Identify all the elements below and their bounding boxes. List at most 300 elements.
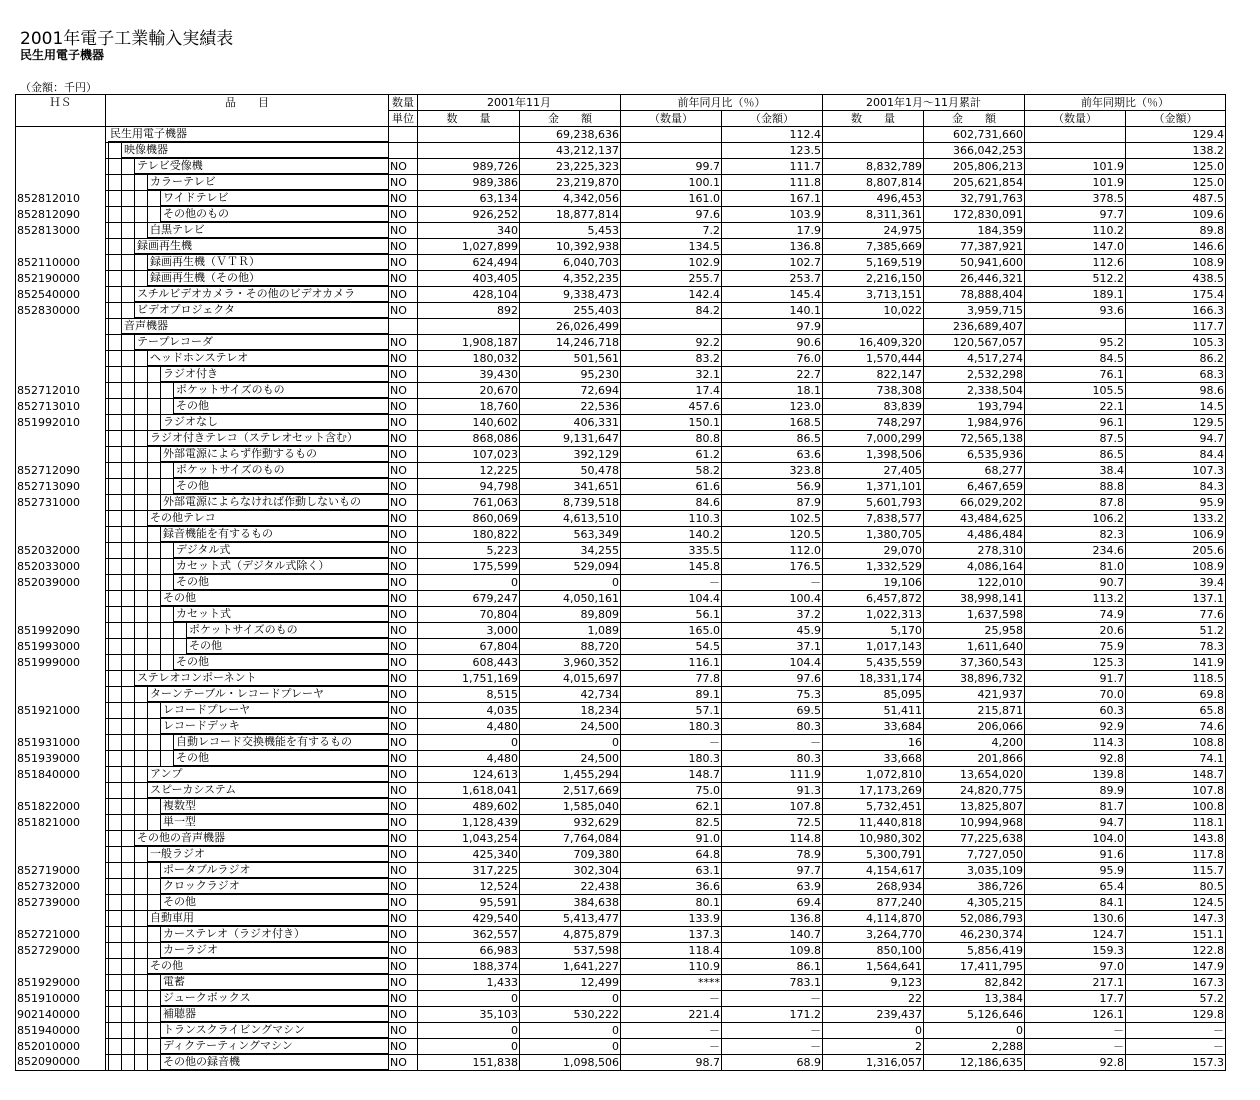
item-name-cell	[106, 847, 389, 863]
cumulative-amount-ratio-cell: 117.8	[1126, 847, 1226, 863]
hs-code-cell	[16, 607, 106, 623]
amount-ratio-cell: 171.2	[722, 1007, 823, 1023]
amount-ratio-cell: 75.3	[722, 687, 823, 703]
tree-guide-line	[134, 655, 135, 671]
table-row	[16, 927, 1226, 943]
tree-guide-line	[147, 1039, 148, 1055]
amount-cell: 3,960,352	[520, 655, 621, 671]
item-name-label: 民生用電子機器	[108, 127, 388, 142]
hs-code-cell	[16, 783, 106, 799]
unit-cell: NO	[389, 495, 418, 511]
quantity-ratio-cell: 36.6	[621, 879, 722, 895]
cumulative-amount-ratio-cell: 125.0	[1126, 175, 1226, 191]
amount-cell: 392,129	[520, 447, 621, 463]
quantity-cell: 428,104	[418, 287, 520, 303]
amount-ratio-cell: 102.5	[722, 511, 823, 527]
cumulative-quantity-ratio-cell: 110.2	[1025, 223, 1126, 239]
amount-ratio-cell: 18.1	[722, 383, 823, 399]
cumulative-quantity-ratio-cell: 89.9	[1025, 783, 1126, 799]
amount-ratio-cell: 72.5	[722, 815, 823, 831]
unit-cell: NO	[389, 383, 418, 399]
header-yoy-cumulative: 前年同期比（％）	[1025, 95, 1226, 111]
amount-cell: 932,629	[520, 815, 621, 831]
table-row	[16, 1007, 1226, 1023]
tree-guide-line	[160, 575, 161, 591]
amount-cell: 23,225,323	[520, 159, 621, 175]
unit-cell: NO	[389, 591, 418, 607]
unit-cell: NO	[389, 911, 418, 927]
hs-code-cell	[16, 447, 106, 463]
unit-cell: NO	[389, 1023, 418, 1039]
item-name-label: スチルビデオカメラ・その他のビデオカメラ	[134, 287, 388, 302]
unit-cell: NO	[389, 207, 418, 223]
unit-cell: NO	[389, 719, 418, 735]
item-name-cell	[106, 367, 389, 383]
quantity-cell: 124,613	[418, 767, 520, 783]
item-name-cell	[106, 607, 389, 623]
table-row	[16, 367, 1226, 383]
unit-cell: NO	[389, 415, 418, 431]
cumulative-amount-ratio-cell: 147.9	[1126, 959, 1226, 975]
tree-guide-line	[121, 815, 122, 831]
item-name-cell	[106, 655, 389, 671]
cumulative-amount-ratio-cell: 438.5	[1126, 271, 1226, 287]
quantity-ratio-cell: 63.1	[621, 863, 722, 879]
quantity-cell: 624,494	[418, 255, 520, 271]
tree-guide-line	[147, 399, 148, 415]
cumulative-amount-ratio-cell: 100.8	[1126, 799, 1226, 815]
item-name-cell	[106, 927, 389, 943]
tree-guide-line	[147, 655, 148, 671]
hs-code-cell: 852712010	[16, 383, 106, 399]
quantity-ratio-cell: 335.5	[621, 543, 722, 559]
tree-guide-line	[108, 735, 109, 751]
tree-guide-line	[134, 223, 135, 239]
amount-cell: 89,809	[520, 607, 621, 623]
cumulative-amount-cell: 236,689,407	[924, 319, 1025, 335]
tree-guide-line	[108, 175, 109, 191]
cumulative-quantity-cell: 1,316,057	[823, 1055, 924, 1071]
item-name-label: ビデオプロジェクタ	[134, 303, 388, 318]
header-qty-label: 数量	[389, 95, 418, 111]
hs-code-cell: 852813000	[16, 223, 106, 239]
quantity-cell: 140,602	[418, 415, 520, 431]
amount-cell: 6,040,703	[520, 255, 621, 271]
tree-guide-line	[160, 751, 161, 767]
tree-guide-line	[147, 191, 148, 207]
quantity-cell: 860,069	[418, 511, 520, 527]
quantity-ratio-cell	[621, 319, 722, 335]
item-name-cell	[106, 383, 389, 399]
hs-code-cell: 851940000	[16, 1023, 106, 1039]
amount-cell: 2,517,669	[520, 783, 621, 799]
quantity-ratio-cell: 140.2	[621, 527, 722, 543]
table-row	[16, 479, 1226, 495]
header-unit-label: 単位	[389, 111, 418, 127]
tree-guide-line	[134, 1039, 135, 1055]
tree-guide-line	[147, 447, 148, 463]
item-name-label: クロックラジオ	[160, 879, 388, 894]
cumulative-quantity-cell: 33,684	[823, 719, 924, 735]
quantity-ratio-cell: －	[621, 1023, 722, 1039]
tree-guide-line	[121, 863, 122, 879]
cumulative-amount-ratio-cell: 14.5	[1126, 399, 1226, 415]
quantity-cell: 0	[418, 735, 520, 751]
cumulative-amount-ratio-cell: 146.6	[1126, 239, 1226, 255]
tree-guide-line	[134, 1007, 135, 1023]
quantity-ratio-cell: 110.9	[621, 959, 722, 975]
cumulative-quantity-ratio-cell: 95.2	[1025, 335, 1126, 351]
tree-guide-line	[121, 159, 122, 175]
quantity-cell: 1,751,169	[418, 671, 520, 687]
cumulative-quantity-cell: 8,311,361	[823, 207, 924, 223]
item-name-cell	[106, 543, 389, 559]
amount-cell: 22,536	[520, 399, 621, 415]
cumulative-quantity-cell: 5,435,559	[823, 655, 924, 671]
item-name-label: 映像機器	[121, 143, 388, 158]
unit-cell: NO	[389, 767, 418, 783]
report-subtitle: 民生用電子機器	[20, 48, 105, 62]
table-row	[16, 191, 1226, 207]
cumulative-quantity-cell: 29,070	[823, 543, 924, 559]
table-row	[16, 399, 1226, 415]
table-row	[16, 911, 1226, 927]
tree-guide-line	[134, 783, 135, 799]
table-row	[16, 511, 1226, 527]
item-name-label: カセット式（デジタル式除く）	[173, 559, 388, 574]
tree-guide-line	[108, 191, 109, 207]
quantity-cell: 70,804	[418, 607, 520, 623]
cumulative-quantity-ratio-cell: 74.9	[1025, 607, 1126, 623]
item-name-label: 外部電源によらなければ作動しないもの	[160, 495, 388, 510]
unit-cell: NO	[389, 783, 418, 799]
cumulative-quantity-cell: 11,440,818	[823, 815, 924, 831]
table-row	[16, 879, 1226, 895]
quantity-cell: 679,247	[418, 591, 520, 607]
cumulative-quantity-ratio-cell: 97.0	[1025, 959, 1126, 975]
tree-guide-line	[134, 415, 135, 431]
item-name-label: 自動レコード交換機能を有するもの	[173, 735, 388, 750]
amount-ratio-cell: 69.5	[722, 703, 823, 719]
cumulative-quantity-cell: 268,934	[823, 879, 924, 895]
cumulative-quantity-cell: 7,385,669	[823, 239, 924, 255]
tree-guide-line	[121, 191, 122, 207]
amount-cell: 34,255	[520, 543, 621, 559]
quantity-ratio-cell: 77.8	[621, 671, 722, 687]
item-name-cell	[106, 303, 389, 319]
quantity-cell: 66,983	[418, 943, 520, 959]
quantity-ratio-cell: ****	[621, 975, 722, 991]
quantity-cell: 8,515	[418, 687, 520, 703]
table-row	[16, 591, 1226, 607]
tree-guide-line	[121, 511, 122, 527]
cumulative-quantity-cell: 8,807,814	[823, 175, 924, 191]
quantity-ratio-cell: 97.6	[621, 207, 722, 223]
tree-guide-line	[121, 735, 122, 751]
hs-code-cell	[16, 159, 106, 175]
amount-cell: 302,304	[520, 863, 621, 879]
table-row	[16, 671, 1226, 687]
quantity-ratio-cell: 56.1	[621, 607, 722, 623]
cumulative-quantity-cell: 496,453	[823, 191, 924, 207]
tree-guide-line	[108, 543, 109, 559]
tree-guide-line	[134, 575, 135, 591]
table-row	[16, 575, 1226, 591]
quantity-ratio-cell: 148.7	[621, 767, 722, 783]
item-name-cell	[106, 191, 389, 207]
header-qty-ratio: （数量）	[621, 111, 722, 127]
tree-guide-line	[108, 911, 109, 927]
hs-code-cell	[16, 831, 106, 847]
cumulative-amount-cell: 13,654,020	[924, 767, 1025, 783]
tree-guide-line	[108, 687, 109, 703]
amount-ratio-cell: 120.5	[722, 527, 823, 543]
cumulative-quantity-cell: 5,732,451	[823, 799, 924, 815]
table-row	[16, 527, 1226, 543]
tree-guide-line	[134, 191, 135, 207]
table-row	[16, 463, 1226, 479]
amount-cell: 0	[520, 1039, 621, 1055]
amount-ratio-cell: 68.9	[722, 1055, 823, 1071]
item-name-cell	[106, 287, 389, 303]
cumulative-quantity-ratio-cell: 124.7	[1025, 927, 1126, 943]
tree-guide-line	[108, 1039, 109, 1055]
table-row	[16, 751, 1226, 767]
amount-ratio-cell: 136.8	[722, 239, 823, 255]
item-name-cell	[106, 255, 389, 271]
table-row	[16, 687, 1226, 703]
cumulative-amount-ratio-cell: 84.3	[1126, 479, 1226, 495]
tree-guide-line	[147, 207, 148, 223]
item-name-cell	[106, 671, 389, 687]
tree-guide-line	[160, 655, 161, 671]
quantity-ratio-cell: 89.1	[621, 687, 722, 703]
cumulative-quantity-ratio-cell: 90.7	[1025, 575, 1126, 591]
cumulative-amount-cell: 6,535,936	[924, 447, 1025, 463]
quantity-cell: 489,602	[418, 799, 520, 815]
cumulative-amount-ratio-cell: 115.7	[1126, 863, 1226, 879]
quantity-cell: 18,760	[418, 399, 520, 415]
cumulative-amount-cell: 5,856,419	[924, 943, 1025, 959]
quantity-cell: 362,557	[418, 927, 520, 943]
item-name-label: テープレコーダ	[134, 335, 388, 350]
cumulative-amount-cell: 3,959,715	[924, 303, 1025, 319]
cumulative-amount-cell: 12,186,635	[924, 1055, 1025, 1071]
tree-guide-line	[108, 351, 109, 367]
quantity-cell: 180,822	[418, 527, 520, 543]
header-hs: ＨＳ	[16, 95, 106, 111]
tree-guide-line	[108, 671, 109, 687]
amount-ratio-cell: 145.4	[722, 287, 823, 303]
amount-cell: 72,694	[520, 383, 621, 399]
cumulative-amount-cell: 5,126,646	[924, 1007, 1025, 1023]
cumulative-quantity-cell: 10,022	[823, 303, 924, 319]
cumulative-quantity-ratio-cell: 60.3	[1025, 703, 1126, 719]
item-name-label: 音声機器	[121, 319, 388, 334]
tree-guide-line	[121, 959, 122, 975]
amount-cell: 1,098,506	[520, 1055, 621, 1071]
amount-ratio-cell: 97.7	[722, 863, 823, 879]
hs-code-cell: 851921000	[16, 703, 106, 719]
quantity-ratio-cell: 221.4	[621, 1007, 722, 1023]
quantity-ratio-cell: 137.3	[621, 927, 722, 943]
tree-guide-line	[121, 207, 122, 223]
quantity-cell: 12,524	[418, 879, 520, 895]
tree-guide-line	[108, 703, 109, 719]
quantity-cell: 989,386	[418, 175, 520, 191]
item-name-label: その他の録音機	[160, 1055, 388, 1070]
cumulative-amount-ratio-cell: 122.8	[1126, 943, 1226, 959]
tree-guide-line	[121, 351, 122, 367]
tree-guide-line	[108, 143, 109, 159]
item-name-cell	[106, 447, 389, 463]
table-row	[16, 895, 1226, 911]
cumulative-quantity-ratio-cell: 20.6	[1025, 623, 1126, 639]
tree-guide-line	[108, 1055, 109, 1071]
item-name-cell	[106, 831, 389, 847]
tree-guide-line	[108, 991, 109, 1007]
table-row	[16, 271, 1226, 287]
cumulative-quantity-ratio-cell: 147.0	[1025, 239, 1126, 255]
cumulative-amount-cell: 120,567,057	[924, 335, 1025, 351]
tree-guide-line	[147, 895, 148, 911]
tree-guide-line	[147, 975, 148, 991]
cumulative-quantity-ratio-cell: 96.1	[1025, 415, 1126, 431]
tree-guide-line	[160, 479, 161, 495]
tree-guide-line	[121, 175, 122, 191]
cumulative-quantity-cell: 85,095	[823, 687, 924, 703]
table-row	[16, 639, 1226, 655]
tree-guide-line	[147, 863, 148, 879]
cumulative-amount-cell: 4,517,274	[924, 351, 1025, 367]
table-row	[16, 719, 1226, 735]
tree-guide-line	[121, 303, 122, 319]
unit-cell: NO	[389, 975, 418, 991]
tree-guide-line	[121, 255, 122, 271]
tree-guide-line	[134, 543, 135, 559]
cumulative-quantity-cell: 748,297	[823, 415, 924, 431]
amount-ratio-cell: －	[722, 991, 823, 1007]
unit-note: （金額：千円）	[20, 81, 97, 94]
cumulative-quantity-ratio-cell: 82.3	[1025, 527, 1126, 543]
item-name-label: カセット式	[173, 607, 388, 622]
tree-guide-line	[134, 383, 135, 399]
table-row	[16, 223, 1226, 239]
item-name-cell	[106, 415, 389, 431]
tree-guide-line	[121, 847, 122, 863]
header-period-cumulative: 2001年1月～11月累計	[823, 95, 1025, 111]
cumulative-quantity-ratio-cell: 159.3	[1025, 943, 1126, 959]
unit-cell: NO	[389, 831, 418, 847]
item-name-label: その他	[173, 751, 388, 766]
tree-guide-line	[134, 879, 135, 895]
cumulative-quantity-ratio-cell: 130.6	[1025, 911, 1126, 927]
amount-cell: 14,246,718	[520, 335, 621, 351]
unit-cell: NO	[389, 1039, 418, 1055]
hs-code-cell	[16, 335, 106, 351]
cumulative-quantity-cell: 8,832,789	[823, 159, 924, 175]
table-row	[16, 1039, 1226, 1055]
item-name-cell	[106, 799, 389, 815]
tree-guide-line	[108, 815, 109, 831]
amount-ratio-cell: 123.0	[722, 399, 823, 415]
item-name-label: デジタル式	[173, 543, 388, 558]
tree-guide-line	[134, 1023, 135, 1039]
tree-guide-line	[147, 943, 148, 959]
cumulative-quantity-ratio-cell: 125.3	[1025, 655, 1126, 671]
item-name-label: 単一型	[160, 815, 388, 830]
amount-ratio-cell: 63.6	[722, 447, 823, 463]
quantity-ratio-cell: 104.4	[621, 591, 722, 607]
tree-guide-line	[134, 959, 135, 975]
tree-guide-line	[134, 847, 135, 863]
amount-cell: 95,230	[520, 367, 621, 383]
cumulative-amount-ratio-cell: 157.3	[1126, 1055, 1226, 1071]
unit-cell: NO	[389, 543, 418, 559]
table-row	[16, 607, 1226, 623]
cumulative-amount-ratio-cell: 129.5	[1126, 415, 1226, 431]
tree-guide-line	[108, 863, 109, 879]
cumulative-quantity-cell: 5,169,519	[823, 255, 924, 271]
cumulative-amount-cell: 82,842	[924, 975, 1025, 991]
tree-guide-line	[134, 559, 135, 575]
quantity-cell: 761,063	[418, 495, 520, 511]
tree-guide-line	[121, 239, 122, 255]
amount-cell: 4,050,161	[520, 591, 621, 607]
quantity-ratio-cell: 180.3	[621, 751, 722, 767]
item-name-label: ワイドテレビ	[160, 191, 388, 206]
unit-cell	[389, 319, 418, 335]
cumulative-amount-cell: 184,359	[924, 223, 1025, 239]
table-row	[16, 559, 1226, 575]
item-name-cell	[106, 319, 389, 335]
cumulative-amount-ratio-cell: 118.1	[1126, 815, 1226, 831]
cumulative-amount-ratio-cell: 109.6	[1126, 207, 1226, 223]
cumulative-amount-ratio-cell: 65.8	[1126, 703, 1226, 719]
cumulative-quantity-cell: 3,713,151	[823, 287, 924, 303]
amount-cell: 24,500	[520, 751, 621, 767]
amount-ratio-cell: 111.7	[722, 159, 823, 175]
amount-ratio-cell: 87.9	[722, 495, 823, 511]
table-row	[16, 415, 1226, 431]
hs-code-cell	[16, 527, 106, 543]
quantity-ratio-cell: 80.1	[621, 895, 722, 911]
amount-ratio-cell: －	[722, 735, 823, 751]
unit-cell: NO	[389, 575, 418, 591]
cumulative-quantity-ratio-cell: 91.7	[1025, 671, 1126, 687]
cumulative-amount-ratio-cell: 148.7	[1126, 767, 1226, 783]
amount-cell: 1,641,227	[520, 959, 621, 975]
cumulative-amount-ratio-cell: 108.9	[1126, 559, 1226, 575]
amount-cell: 42,734	[520, 687, 621, 703]
tree-guide-line	[134, 799, 135, 815]
table-row	[16, 815, 1226, 831]
unit-cell: NO	[389, 1055, 418, 1071]
cumulative-quantity-ratio-cell: 189.1	[1025, 287, 1126, 303]
tree-guide-line	[108, 271, 109, 287]
tree-guide-line	[134, 255, 135, 271]
cumulative-amount-cell: 206,066	[924, 719, 1025, 735]
cumulative-quantity-cell: 0	[823, 1023, 924, 1039]
header-item: 品 目	[106, 95, 389, 111]
quantity-cell	[418, 143, 520, 159]
hs-code-cell: 852039000	[16, 575, 106, 591]
tree-guide-line	[134, 607, 135, 623]
item-name-label: レコードデッキ	[160, 719, 388, 734]
tree-guide-line	[121, 271, 122, 287]
table-row	[16, 255, 1226, 271]
import-table	[15, 94, 1226, 1071]
